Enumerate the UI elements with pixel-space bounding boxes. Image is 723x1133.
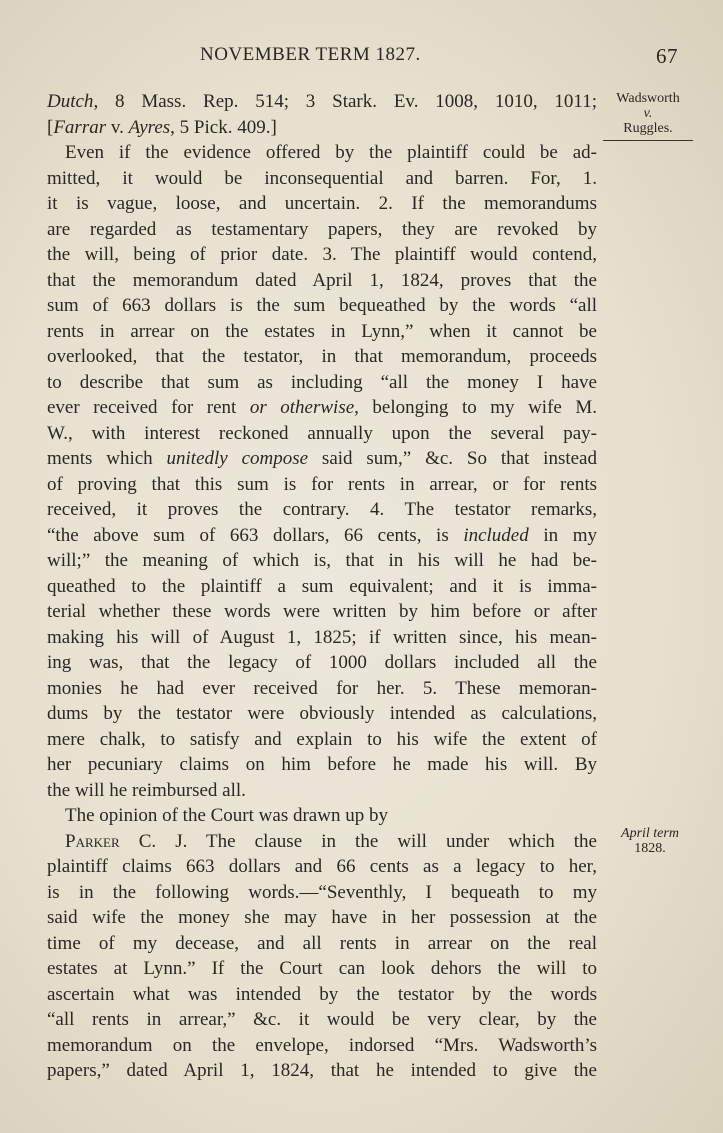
text-line bbox=[47, 854, 597, 880]
text-line bbox=[47, 599, 597, 625]
text-segment: the will he reimbursed all. bbox=[47, 779, 246, 801]
text-line bbox=[47, 344, 597, 370]
text-line bbox=[47, 982, 597, 1008]
text-line bbox=[47, 676, 597, 702]
italic-text: Farrar bbox=[53, 116, 107, 138]
text-segment: ever received for rent bbox=[47, 397, 250, 418]
text-line bbox=[47, 778, 597, 804]
case-name-side-note bbox=[598, 91, 698, 141]
text-segment: ascertain what was intended by the testator by the words bbox=[47, 983, 597, 1005]
text-segment: received, it proves the contrary. 4. The testator remarks, bbox=[47, 499, 597, 520]
term-year: 1828. bbox=[634, 841, 666, 856]
text-segment: “the above sum of 663 dollars, 66 cents, is bbox=[47, 524, 464, 546]
text-segment: in my bbox=[528, 524, 598, 546]
text-segment: , 5 Pick. 409.] bbox=[170, 116, 277, 138]
text-segment: The opinion of the Court was drawn up by bbox=[65, 805, 388, 826]
text-segment: queathed to the plaintiff a sum equivalent; and it is imma- bbox=[47, 575, 597, 597]
text-segment: her pecuniary claims on him before he made his will. By bbox=[47, 754, 597, 775]
text-segment: mitted, it would be inconsequential and barren. For, 1. bbox=[47, 167, 597, 189]
text-segment: , belonging to my wife M. bbox=[354, 397, 597, 418]
text-line bbox=[47, 446, 597, 472]
text-segment: sum of 663 dollars is the sum bequeathed by the words “all bbox=[47, 295, 597, 316]
text-line bbox=[47, 268, 597, 294]
text-line bbox=[47, 89, 597, 115]
text-segment: , 8 Mass. Rep. 514; 3 Stark. Ev. 1008, 1010, 1011; bbox=[93, 91, 597, 112]
term-label: April term bbox=[621, 826, 679, 841]
text-line bbox=[47, 1007, 597, 1033]
text-segment: making his will of August 1, 1825; if written since, his mean- bbox=[47, 626, 597, 648]
text-line bbox=[47, 1058, 597, 1084]
italic-text: or otherwise bbox=[249, 397, 355, 418]
text-segment: the will, being of prior date. 3. The plaintiff would contend, bbox=[47, 244, 597, 265]
text-line bbox=[47, 191, 597, 217]
text-segment: it is vague, loose, and uncertain. 2. If the memorandums bbox=[47, 193, 597, 214]
text-segment: memorandum on the envelope, indorsed “Mrs. Wadsworth’s bbox=[47, 1034, 597, 1056]
text-segment: to describe that sum as including “all the money I have bbox=[47, 371, 597, 393]
text-line bbox=[47, 421, 597, 447]
text-line bbox=[47, 803, 597, 829]
text-line bbox=[47, 880, 597, 906]
term-side-note bbox=[604, 826, 696, 856]
text-segment: [ bbox=[47, 116, 54, 138]
text-line bbox=[47, 752, 597, 778]
text-segment: that the memorandum dated April 1, 1824, proves that the bbox=[47, 269, 597, 291]
case-versus: v. bbox=[643, 106, 653, 121]
text-segment: ing was, that the legacy of 1000 dollars included all the bbox=[47, 652, 597, 673]
text-segment: of proving that this sum is for rents in arrear, or for rents bbox=[47, 473, 597, 495]
italic-text: Ayres bbox=[128, 116, 171, 138]
text-line bbox=[47, 370, 597, 396]
text-segment: Even if the evidence offered by the plaintiff could be ad- bbox=[65, 142, 597, 163]
text-segment: terial whether these words were written by him before or after bbox=[47, 601, 597, 622]
text-segment: rents in arrear on the estates in Lynn,” when it cannot be bbox=[47, 320, 597, 342]
italic-text: unitedly compose bbox=[166, 448, 309, 469]
text-line bbox=[47, 217, 597, 243]
running-title: NOVEMBER TERM 1827. bbox=[200, 44, 421, 65]
text-segment: time of my decease, and all rents in arrear on the real bbox=[47, 932, 597, 954]
text-line bbox=[47, 293, 597, 319]
text-line bbox=[47, 472, 597, 498]
text-segment: W., with interest reckoned annually upon the several pay- bbox=[47, 422, 597, 444]
text-segment: said wife the money she may have in her possession at the bbox=[47, 907, 597, 928]
text-segment: plaintiff claims 663 dollars and 66 cents as a legacy to her, bbox=[47, 856, 597, 877]
text-line bbox=[47, 650, 597, 676]
text-segment: papers,” dated April 1, 1824, that he intended to give the bbox=[47, 1060, 597, 1081]
small-caps-text: Parker bbox=[65, 830, 120, 852]
text-line bbox=[47, 242, 597, 268]
text-segment: said sum,” &c. So that instead bbox=[308, 448, 597, 469]
text-segment: will;” the meaning of which is, that in his will he had be- bbox=[47, 550, 597, 571]
italic-text: included bbox=[463, 524, 529, 546]
text-line bbox=[47, 166, 597, 192]
text-segment: dums by the testator were obviously intended as calculations, bbox=[47, 703, 597, 724]
text-line bbox=[47, 931, 597, 957]
text-line bbox=[47, 625, 597, 651]
text-segment: estates at Lynn.” If the Court can look dehors the will to bbox=[47, 958, 597, 979]
text-segment: overlooked, that the testator, in that memorandum, proceeds bbox=[47, 346, 597, 367]
body-text bbox=[47, 89, 597, 1084]
page-number: 67 bbox=[656, 44, 678, 68]
text-segment: is in the following words.—“Seventhly, I bequeath to my bbox=[47, 881, 597, 903]
text-line bbox=[47, 548, 597, 574]
side-note-rule bbox=[603, 140, 693, 141]
text-segment: monies he had ever received for her. 5. These memoran- bbox=[47, 677, 597, 699]
text-line bbox=[47, 727, 597, 753]
text-line bbox=[47, 319, 597, 345]
text-segment: mere chalk, to satisfy and explain to his wife the extent of bbox=[47, 728, 597, 750]
text-line bbox=[47, 574, 597, 600]
text-line bbox=[47, 829, 597, 855]
text-line bbox=[47, 395, 597, 421]
text-line bbox=[47, 140, 597, 166]
text-segment: are regarded as testamentary papers, they are revoked by bbox=[47, 218, 597, 240]
text-segment: v. bbox=[106, 116, 129, 138]
text-line bbox=[47, 905, 597, 931]
case-plaintiff: Wadsworth bbox=[616, 91, 680, 106]
text-line bbox=[47, 115, 597, 141]
italic-text: Dutch bbox=[47, 91, 94, 112]
text-segment: C. J. The clause in the will under which the bbox=[119, 830, 597, 852]
text-segment: ments which bbox=[47, 448, 167, 469]
text-line bbox=[47, 1033, 597, 1059]
text-line bbox=[47, 523, 597, 549]
case-defendant: Ruggles. bbox=[623, 121, 673, 136]
text-line bbox=[47, 497, 597, 523]
text-segment: “all rents in arrear,” &c. it would be very clear, by the bbox=[47, 1009, 597, 1030]
text-line bbox=[47, 956, 597, 982]
text-line bbox=[47, 701, 597, 727]
